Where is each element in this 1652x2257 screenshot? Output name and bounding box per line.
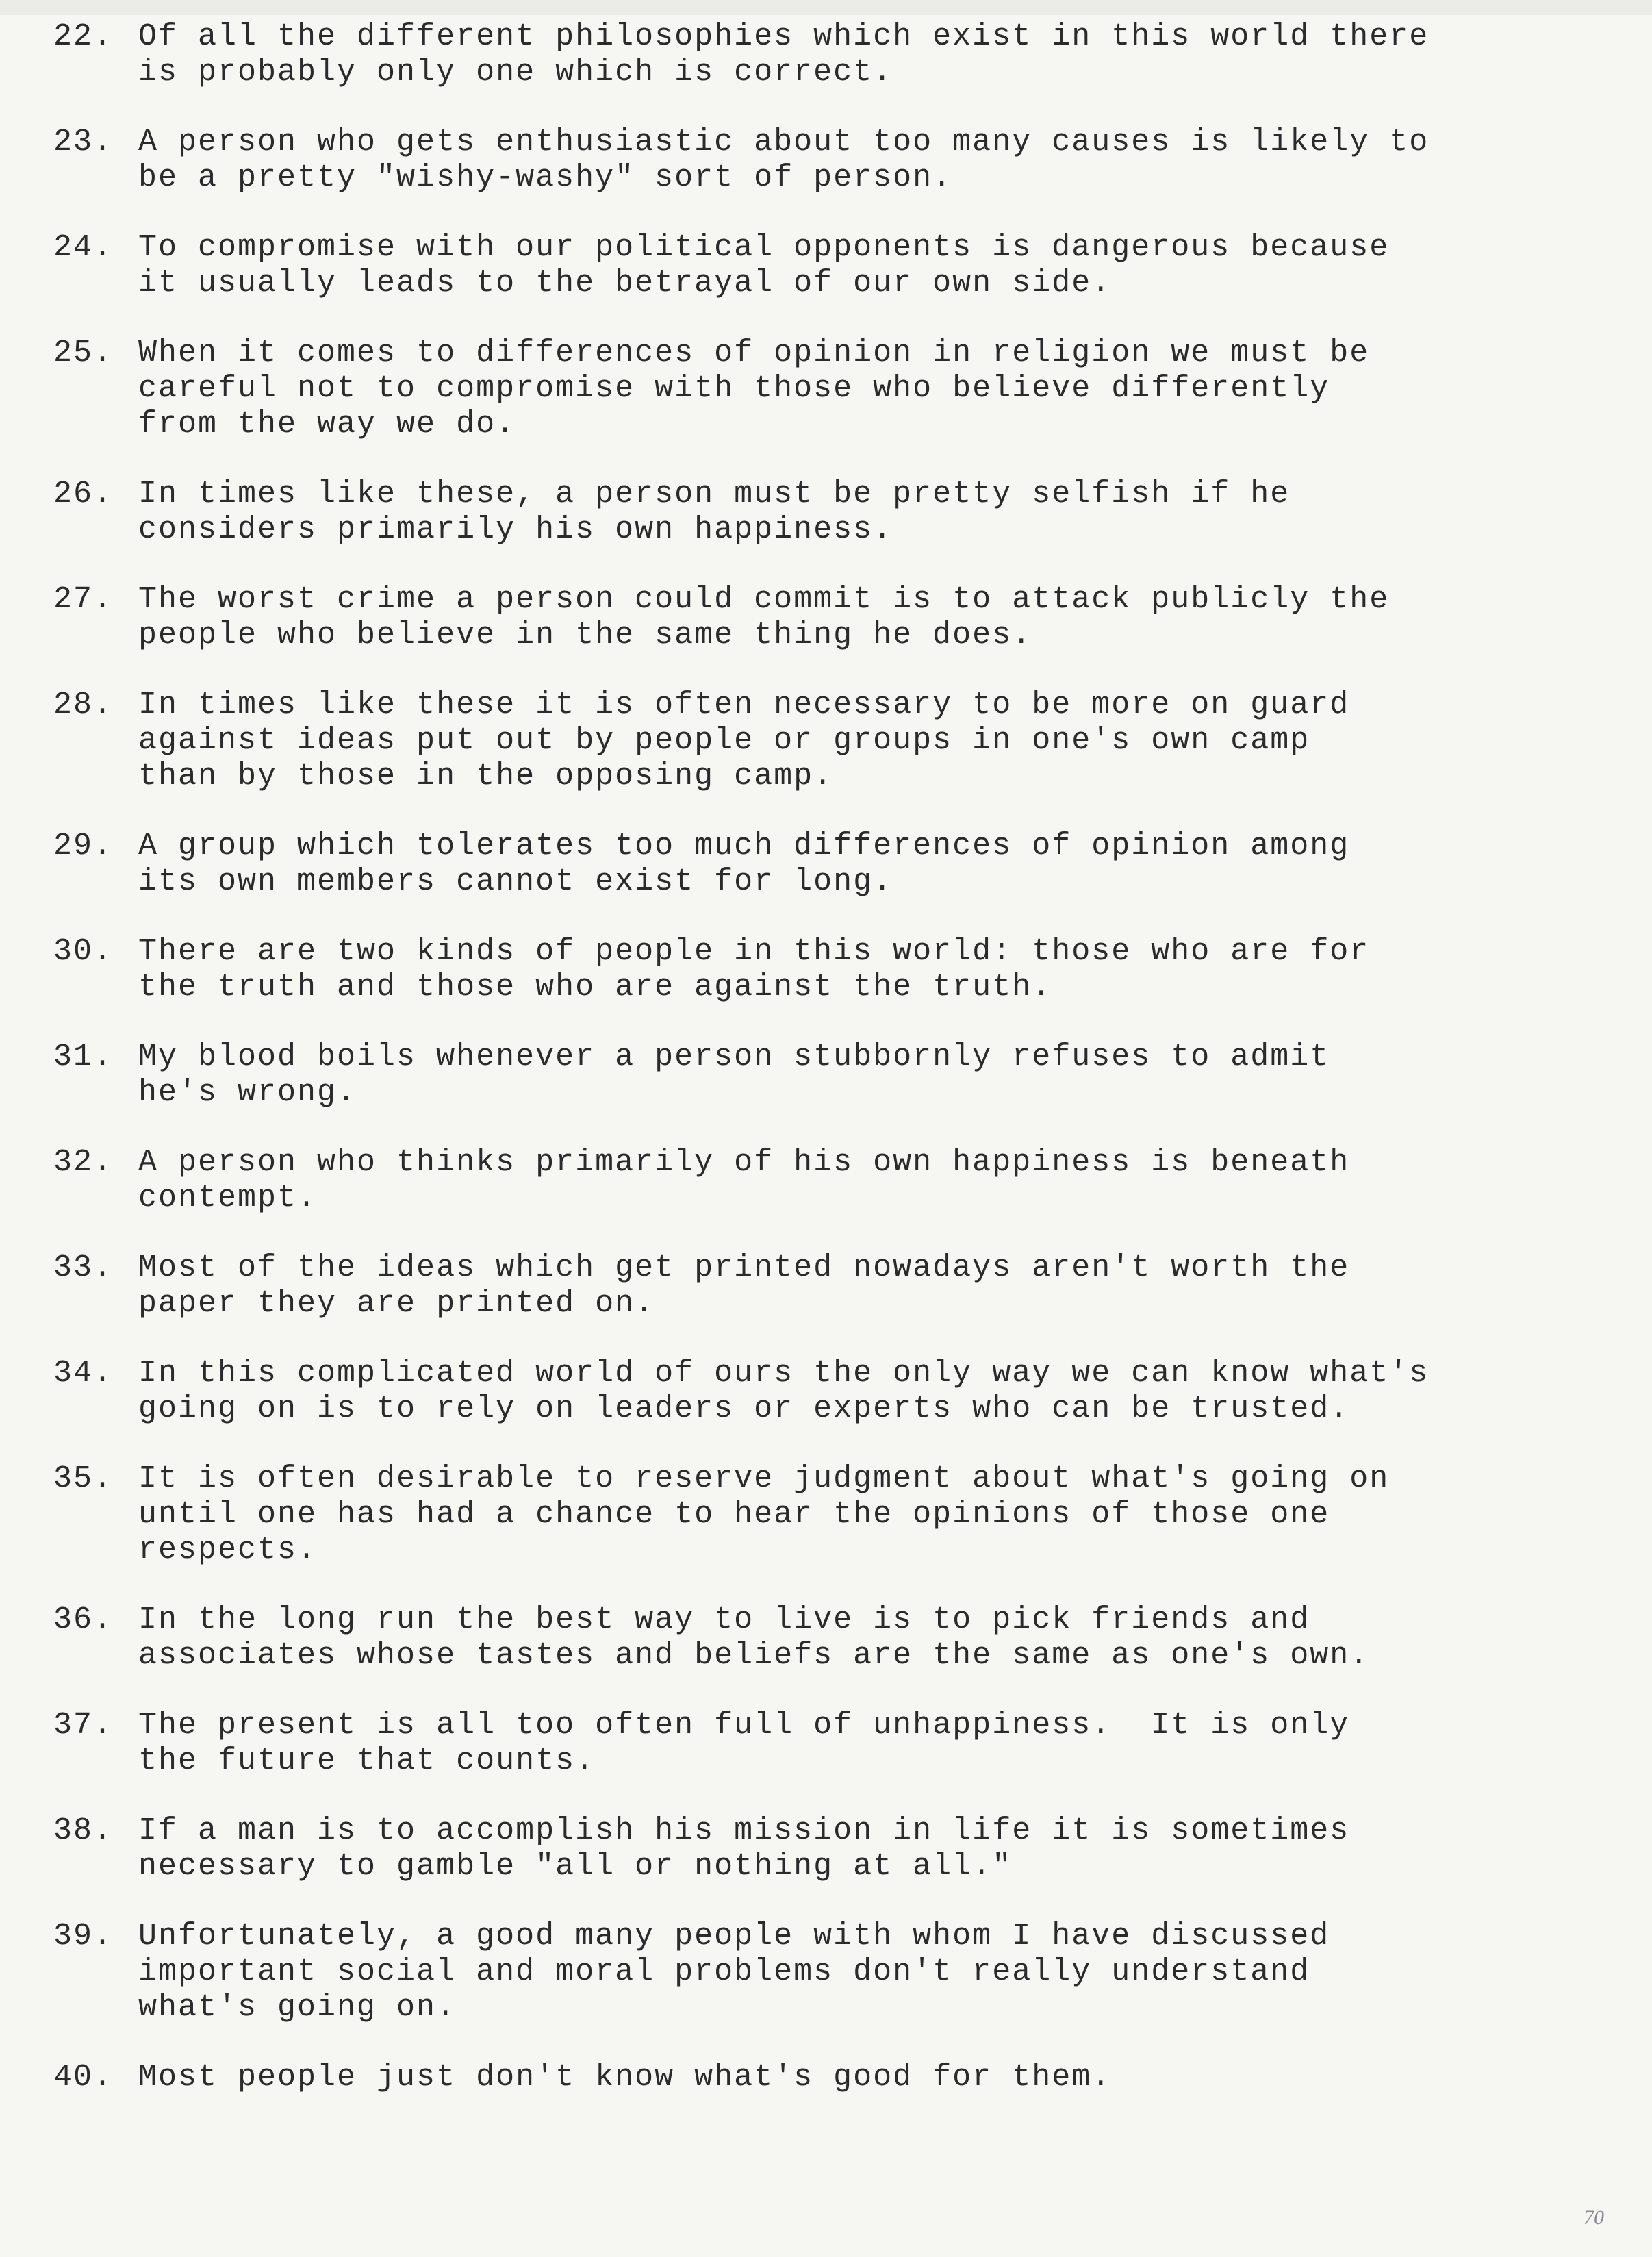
question-item xyxy=(53,1250,1601,1322)
question-text: Most of the ideas which get printed nowadays aren't worth the paper they are printed on. xyxy=(138,1250,1350,1321)
question-number: 33. xyxy=(53,1250,114,1285)
question-text: In times like these, a person must be pretty selfish if he considers primarily his own happiness. xyxy=(138,477,1291,547)
question-item xyxy=(53,1356,1601,1427)
scan-edge xyxy=(0,0,1652,15)
question-number: 32. xyxy=(53,1145,114,1180)
question-item xyxy=(53,1145,1601,1216)
question-number: 36. xyxy=(53,1602,114,1637)
question-item xyxy=(53,1708,1601,1779)
question-text: If a man is to accomplish his mission in life it is sometimes necessary to gamble "all or nothing at all." xyxy=(138,1813,1350,1884)
question-item xyxy=(53,582,1601,653)
question-item xyxy=(53,19,1601,90)
question-item xyxy=(53,829,1601,900)
question-item xyxy=(53,336,1601,442)
question-text: Most people just don't know what's good for them. xyxy=(138,2060,1112,2095)
page-number: 70 xyxy=(1584,2206,1604,2229)
question-item xyxy=(53,230,1601,301)
question-text: The present is all too often full of unhappiness. It is only the future that counts. xyxy=(138,1708,1350,1778)
question-item xyxy=(53,1461,1601,1568)
question-number: 22. xyxy=(53,19,114,54)
question-item xyxy=(53,1039,1601,1111)
question-number: 40. xyxy=(53,2060,114,2095)
question-item xyxy=(53,1813,1601,1884)
question-text: It is often desirable to reserve judgment about what's going on until one has had a chance to hear the opinions of those one respects. xyxy=(138,1461,1390,1567)
question-item xyxy=(53,2060,1601,2095)
question-number: 27. xyxy=(53,582,114,617)
question-number: 35. xyxy=(53,1461,114,1496)
question-number: 34. xyxy=(53,1356,114,1391)
question-item xyxy=(53,477,1601,548)
question-text: There are two kinds of people in this world: those who are for the truth and those who are against the truth. xyxy=(138,934,1370,1005)
question-number: 31. xyxy=(53,1039,114,1074)
question-item xyxy=(53,934,1601,1005)
question-number: 29. xyxy=(53,829,114,863)
question-text: In times like these it is often necessary to be more on guard against ideas put out by people or groups in one's own camp than by those in the opposing camp. xyxy=(138,688,1350,794)
question-number: 23. xyxy=(53,125,114,160)
question-text: The worst crime a person could commit is to attack publicly the people who believe in the same thing he does. xyxy=(138,582,1390,653)
question-number: 30. xyxy=(53,934,114,969)
question-text: In the long run the best way to live is to pick friends and associates whose tastes and beliefs are the same as one's own. xyxy=(138,1602,1370,1673)
question-item xyxy=(53,1919,1601,2026)
question-text: A group which tolerates too much differences of opinion among its own members cannot exist for long. xyxy=(138,829,1350,899)
question-text: In this complicated world of ours the only way we can know what's going on is to rely on leaders or experts who can be trusted. xyxy=(138,1356,1429,1426)
question-text: Unfortunately, a good many people with whom I have discussed important social and moral problems don't really understand what's going on. xyxy=(138,1919,1330,2025)
question-number: 26. xyxy=(53,477,114,512)
question-item xyxy=(53,125,1601,196)
question-text: My blood boils whenever a person stubbornly refuses to admit he's wrong. xyxy=(138,1039,1330,1110)
question-text: A person who gets enthusiastic about too many causes is likely to be a pretty "wishy-washy" sort of person. xyxy=(138,125,1429,195)
question-text: When it comes to differences of opinion in religion we must be careful not to compromise with those who believe differently from the way we do. xyxy=(138,336,1370,442)
question-text: Of all the different philosophies which exist in this world there is probably only one which is correct. xyxy=(138,19,1429,90)
question-number: 37. xyxy=(53,1708,114,1743)
question-item xyxy=(53,688,1601,794)
question-text: To compromise with our political opponents is dangerous because it usually leads to the betrayal of our own side. xyxy=(138,230,1390,301)
question-number: 24. xyxy=(53,230,114,265)
question-number: 25. xyxy=(53,336,114,370)
question-number: 39. xyxy=(53,1919,114,1954)
question-text: A person who thinks primarily of his own happiness is beneath contempt. xyxy=(138,1145,1350,1215)
questionnaire-items xyxy=(53,19,1601,2130)
question-number: 28. xyxy=(53,688,114,722)
question-item xyxy=(53,1602,1601,1674)
question-number: 38. xyxy=(53,1813,114,1848)
